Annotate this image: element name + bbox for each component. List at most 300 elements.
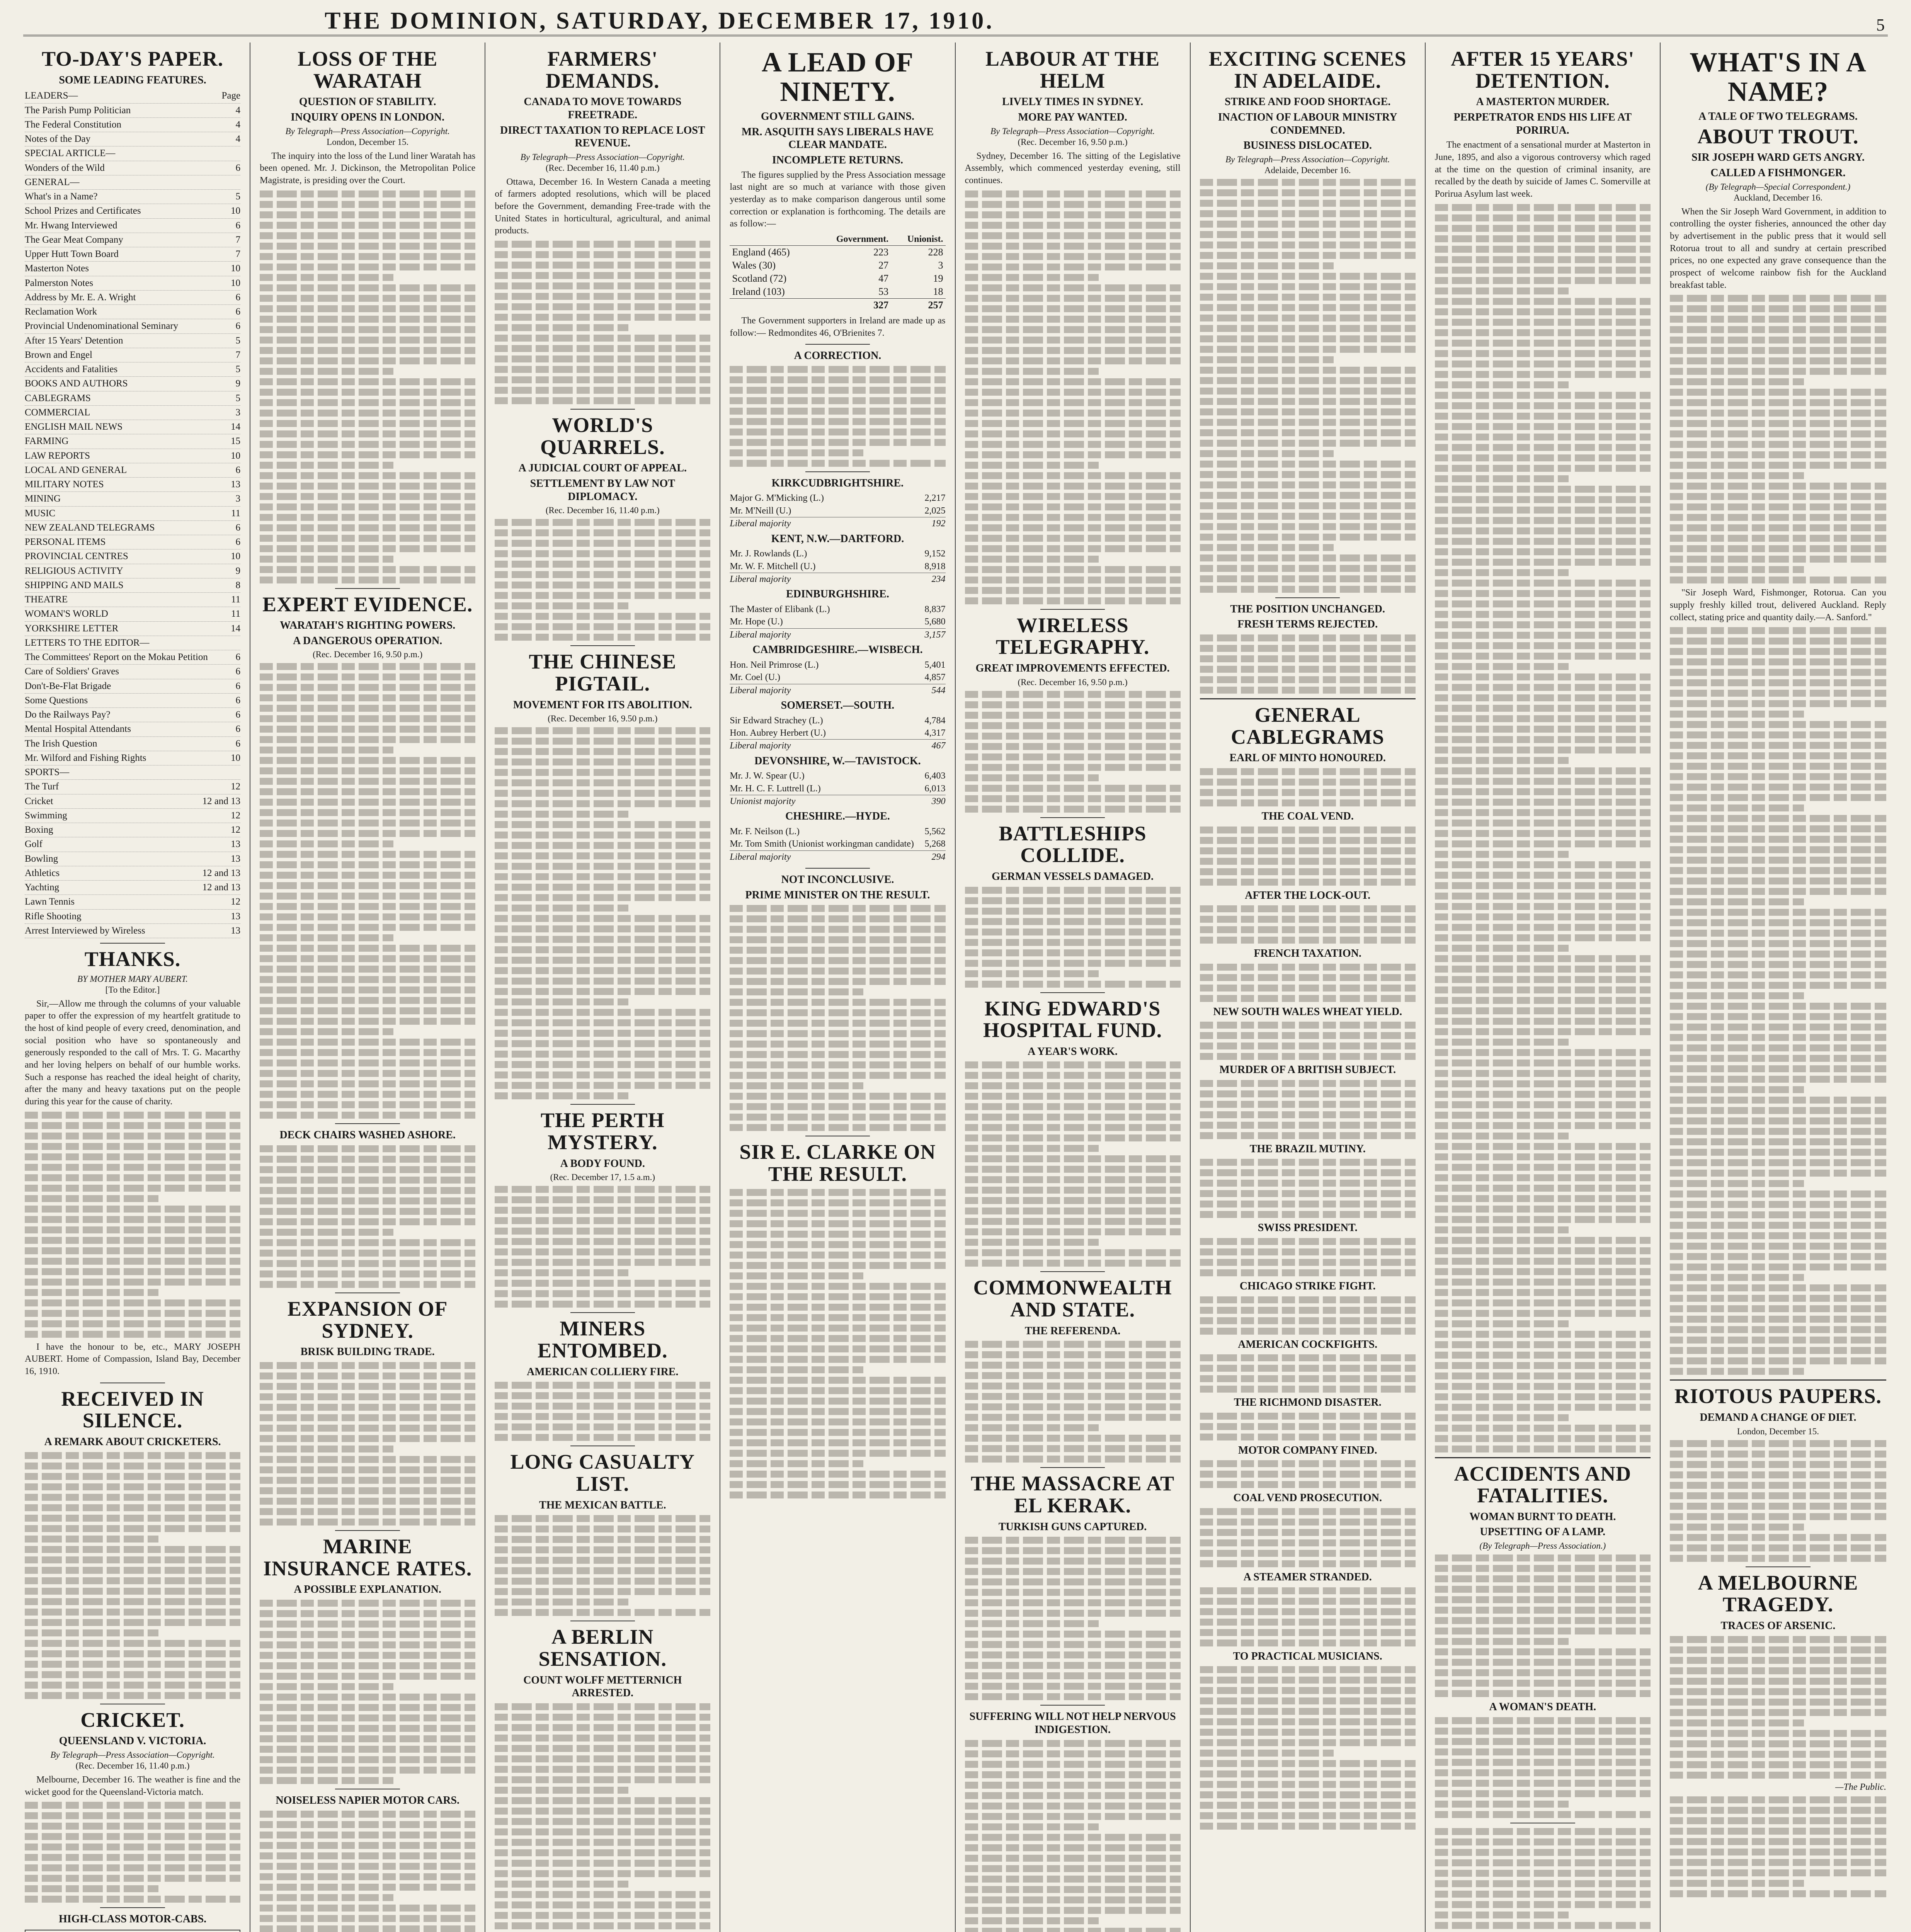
subheadline: BRISK BUILDING TRADE. — [300, 1346, 435, 1358]
illegible-text-line — [965, 1145, 1099, 1152]
illegible-text-line — [1200, 1022, 1416, 1029]
illegible-text-line — [1670, 784, 1886, 791]
index-entry — [25, 809, 240, 823]
headline: LONG CASUALTY LIST. — [510, 1450, 695, 1495]
illegible-text-line — [495, 376, 710, 383]
illegible-text-line — [965, 211, 1181, 218]
illegible-text-line — [965, 1928, 1181, 1932]
majority-row — [730, 517, 945, 530]
majority-row — [730, 739, 945, 752]
index-label: PERSONAL ITEMS — [25, 537, 106, 548]
subheadline: A POSSIBLE EXPLANATION. — [294, 1583, 441, 1596]
headline: WORLD'S QUARRELS. — [540, 413, 665, 459]
illegible-text-line — [730, 1377, 945, 1384]
illegible-text-line — [1435, 1565, 1651, 1572]
index-label: Don't-Be-Flat Brigade — [25, 680, 111, 691]
candidate-votes: 6,403 — [924, 771, 946, 781]
illegible-text-line — [965, 264, 1181, 270]
illegible-text-line — [260, 1166, 475, 1173]
illegible-text-line — [1435, 350, 1651, 357]
illegible-text-line — [1670, 1667, 1886, 1674]
illegible-text-line — [495, 1280, 710, 1287]
candidate-name: Mr. M'Neill (U.) — [730, 505, 791, 516]
illegible-text-line — [1670, 1740, 1886, 1747]
illegible-text-line — [1200, 1413, 1416, 1420]
index-label: LOCAL AND GENERAL — [25, 464, 127, 475]
illegible-text-line — [1435, 319, 1651, 326]
index-label: Do the Railways Pay? — [25, 709, 111, 720]
illegible-text-line — [25, 1504, 240, 1511]
index-entry — [25, 722, 240, 736]
illegible-text-line — [1200, 666, 1416, 673]
illegible-text-line — [260, 1714, 475, 1721]
illegible-text-line — [1670, 1170, 1886, 1177]
illegible-text-line — [1200, 1434, 1416, 1440]
illegible-text-line — [495, 1392, 710, 1399]
illegible-text-line — [260, 326, 475, 333]
illegible-text-line — [495, 1901, 710, 1908]
subheadline: COUNT WOLFF METTERNICH ARRESTED. — [523, 1674, 682, 1699]
index-label: Mental Hospital Attendants — [25, 724, 131, 735]
results-header-cell: Unionist. — [891, 233, 945, 246]
index-label: Notes of the Day — [25, 134, 91, 145]
illegible-text-line — [965, 1620, 1099, 1627]
illegible-text-line — [1435, 1801, 1569, 1808]
illegible-text-line — [260, 1735, 475, 1742]
results-header-row — [730, 233, 945, 246]
index-page: 6 — [235, 724, 241, 735]
illegible-text-line — [260, 274, 393, 281]
illegible-text-line — [1435, 1237, 1651, 1244]
illegible-text-line — [965, 1886, 1181, 1893]
illegible-text-line — [495, 1051, 710, 1058]
illegible-text-line — [1200, 419, 1416, 426]
subheadline: CALLED A FISHMONGER. — [1710, 167, 1846, 179]
illegible-text-line — [730, 1304, 945, 1311]
illegible-text-line — [260, 1393, 475, 1400]
illegible-text-line — [1670, 857, 1886, 864]
illegible-text-line — [1435, 642, 1651, 649]
illegible-text-line — [1200, 502, 1416, 509]
illegible-text-line — [260, 778, 475, 785]
candidate-votes: 4,784 — [924, 715, 946, 726]
illegible-text-line — [260, 1260, 475, 1267]
illegible-text-line — [260, 1600, 475, 1607]
illegible-text-line — [1435, 1195, 1651, 1202]
index-entry — [25, 924, 240, 938]
index-label: School Prizes and Certificates — [25, 206, 141, 216]
illegible-text-line — [730, 1429, 945, 1436]
illegible-text-line — [495, 1082, 710, 1089]
illegible-text-line — [1670, 638, 1886, 645]
headline: THE PERTH MYSTERY. — [540, 1109, 665, 1154]
illegible-text-line — [1200, 1812, 1416, 1819]
illegible-text-line — [965, 1547, 1181, 1554]
illegible-text-line — [730, 1072, 945, 1079]
illegible-text-line — [1435, 256, 1651, 263]
constituency-poll — [730, 659, 945, 697]
illegible-text-line — [730, 429, 945, 435]
illegible-text-line — [260, 1519, 475, 1526]
illegible-text-line — [1200, 388, 1416, 395]
illegible-text-line — [495, 738, 710, 745]
illegible-text-line — [25, 1896, 240, 1903]
illegible-text-line — [25, 1692, 240, 1699]
results-cell: Ireland (103) — [732, 286, 785, 297]
subheadline: UPSETTING OF A LAMP. — [1480, 1526, 1606, 1538]
illegible-text-line — [730, 418, 945, 425]
index-label: The Irish Question — [25, 738, 97, 749]
illegible-text-line — [1670, 1817, 1886, 1824]
illegible-text-line — [1200, 858, 1416, 865]
election-results-table — [730, 233, 945, 312]
illegible-text-line — [495, 1891, 710, 1898]
illegible-text-line — [260, 1112, 475, 1119]
illegible-text-line — [1435, 1607, 1651, 1614]
illegible-text-line — [1200, 1539, 1416, 1546]
illegible-text-line — [495, 634, 710, 641]
index-label: ENGLISH MAIL NEWS — [25, 422, 123, 432]
candidate-row — [730, 838, 945, 850]
illegible-text-line — [1435, 799, 1651, 806]
illegible-text-line — [495, 623, 710, 630]
illegible-text-line — [730, 376, 945, 383]
illegible-text-line — [25, 1546, 240, 1553]
index-page: 3 — [235, 407, 241, 418]
illegible-text-line — [1435, 694, 1651, 701]
illegible-text-line — [1200, 1729, 1416, 1736]
illegible-text-line — [730, 1051, 945, 1058]
index-entry — [25, 578, 240, 593]
illegible-text-line — [965, 908, 1181, 915]
illegible-text-line — [965, 1641, 1181, 1648]
article-paragraph: The figures supplied by the Press Association message last night are so much at variance with those given yesterday as to make comparison dangerous until some correction or explanation is forthcoming. The details are as follow:— — [730, 170, 946, 229]
illegible-text-line — [965, 1072, 1181, 1079]
subheadline: KENT, N.W.—DARTFORD. — [771, 532, 904, 545]
illegible-text-line — [730, 1418, 945, 1425]
candidate-name: Mr. J. W. Spear (U.) — [730, 771, 805, 781]
illegible-text-line — [730, 397, 945, 404]
illegible-text-line — [495, 592, 710, 599]
index-label: Accidents and Fatalities — [25, 364, 118, 375]
index-label: MILITARY NOTES — [25, 479, 104, 490]
illegible-text-line — [260, 1239, 475, 1246]
illegible-text-line — [1435, 1101, 1651, 1108]
column-rule — [335, 1123, 400, 1124]
illegible-text-line — [965, 1610, 1181, 1617]
illegible-text-line — [25, 1216, 240, 1223]
column-3 — [485, 43, 720, 1932]
illegible-text-line — [260, 305, 475, 312]
headline: GENERAL CABLEGRAMS — [1231, 703, 1385, 748]
illegible-text-line — [25, 1310, 240, 1317]
illegible-text-line — [730, 1020, 945, 1027]
illegible-text-line — [260, 684, 475, 691]
illegible-text-line — [1435, 527, 1651, 534]
illegible-text-line — [495, 1724, 710, 1731]
candidate-votes: 5,680 — [924, 617, 946, 627]
illegible-text-line — [965, 1249, 1181, 1256]
illegible-text-line — [1670, 1503, 1886, 1510]
illegible-text-line — [1435, 1849, 1651, 1856]
index-entry — [25, 449, 240, 463]
illegible-text-line — [1670, 1065, 1886, 1072]
illegible-text-line — [730, 999, 945, 1006]
illegible-text-line — [1670, 888, 1886, 895]
candidate-row — [730, 603, 945, 616]
illegible-text-line — [1200, 827, 1416, 833]
illegible-text-line — [1200, 1317, 1416, 1324]
illegible-text-line — [1435, 1586, 1651, 1593]
illegible-text-line — [260, 378, 475, 385]
subheadline: INQUIRY OPENS IN LONDON. — [291, 111, 445, 123]
illegible-text-line — [495, 967, 710, 974]
illegible-text-line — [260, 851, 475, 858]
illegible-text-line — [260, 1746, 475, 1753]
subheadline: DEVONSHIRE, W.—TAVISTOCK. — [754, 755, 921, 767]
subheadline: LIVELY TIMES IN SYDNEY. — [1002, 96, 1144, 108]
illegible-text-line — [1200, 1307, 1416, 1314]
illegible-text-line — [1200, 231, 1416, 238]
illegible-text-line — [1435, 1404, 1651, 1411]
illegible-text-line — [1435, 569, 1569, 576]
illegible-text-line — [965, 1907, 1181, 1914]
illegible-text-line — [260, 1811, 475, 1818]
illegible-text-line — [1435, 454, 1651, 461]
byline: (By Telegraph—Special Correspondent.) — [1705, 182, 1851, 192]
candidate-name: Mr. Tom Smith (Unionist workingman candidate) — [730, 839, 914, 849]
illegible-text-line — [1670, 326, 1886, 333]
illegible-text-line — [1435, 632, 1651, 639]
illegible-text-line — [260, 1425, 475, 1432]
illegible-text-line — [25, 1164, 240, 1171]
illegible-text-line — [25, 1812, 240, 1819]
index-label: Rifle Shooting — [25, 911, 82, 922]
index-entry — [25, 190, 240, 204]
illegible-text-line — [965, 1187, 1181, 1194]
illegible-text-line — [1200, 429, 1416, 436]
illegible-text-line — [965, 1393, 1181, 1400]
candidate-votes: 5,401 — [924, 660, 946, 670]
illegible-text-line — [1435, 298, 1651, 305]
illegible-text-line — [1670, 773, 1886, 780]
illegible-text-line — [495, 1828, 710, 1835]
illegible-text-line — [1200, 1791, 1416, 1798]
illegible-text-line — [965, 1218, 1181, 1225]
illegible-text-line — [1670, 503, 1886, 510]
majority-value: 294 — [931, 852, 946, 862]
illegible-text-line — [1435, 663, 1569, 670]
illegible-text-line — [1435, 1080, 1651, 1087]
illegible-text-line — [260, 1404, 475, 1411]
byline: By Telegraph—Press Association—Copyright. — [50, 1750, 215, 1760]
illegible-text-line — [260, 1725, 475, 1732]
illegible-text-line — [495, 1766, 710, 1773]
illegible-text-line — [495, 1860, 710, 1867]
article-paragraph: The inquiry into the loss of the Lund liner Waratah has been opened. Mr. J. Dickinson, the Metropolitan Police Magistrate, is presiding over the Court. — [260, 151, 476, 185]
illegible-text-line — [1670, 1688, 1886, 1695]
illegible-text-line — [1200, 179, 1416, 186]
illegible-text-line — [965, 1403, 1181, 1410]
results-total-cell: 257 — [891, 298, 945, 312]
illegible-text-line — [1200, 1159, 1416, 1166]
illegible-text-line — [260, 1767, 475, 1774]
illegible-text-line — [1670, 1274, 1804, 1281]
illegible-text-line — [965, 535, 1181, 542]
index-page: 7 — [235, 349, 241, 360]
illegible-text-line — [730, 915, 945, 922]
illegible-text-line — [1435, 1870, 1651, 1877]
illegible-text-line — [1435, 788, 1651, 795]
illegible-text-line — [1435, 1838, 1651, 1845]
illegible-text-line — [25, 1206, 240, 1213]
illegible-text-line — [1670, 1222, 1886, 1229]
majority-row — [730, 573, 945, 585]
candidate-row — [730, 727, 945, 739]
illegible-text-line — [965, 691, 1181, 698]
illegible-text-line — [1670, 1076, 1886, 1083]
illegible-text-line — [1200, 779, 1416, 786]
index-page: 8 — [235, 580, 241, 590]
illegible-text-line — [730, 1220, 945, 1227]
illegible-text-line — [1200, 481, 1416, 488]
illegible-text-line — [260, 389, 475, 396]
illegible-text-line — [730, 1093, 945, 1100]
illegible-text-line — [1200, 294, 1416, 301]
illegible-text-line — [260, 399, 475, 406]
majority-label: Liberal majority — [730, 519, 791, 529]
illegible-text-line — [1670, 1211, 1886, 1218]
illegible-text-line — [495, 387, 710, 394]
majority-row — [730, 850, 945, 863]
index-label: BOOKS AND AUTHORS — [25, 378, 128, 389]
index-label: MUSIC — [25, 508, 56, 519]
illegible-text-line — [495, 957, 710, 964]
subheadline: NOISELESS NAPIER MOTOR CARS. — [276, 1794, 459, 1806]
headline: KING EDWARD'S HOSPITAL FUND. — [983, 997, 1162, 1042]
illegible-text-line — [495, 936, 710, 943]
illegible-text-line — [260, 1905, 475, 1912]
illegible-text-line — [1435, 1331, 1651, 1338]
illegible-text-line — [495, 1196, 710, 1203]
illegible-text-line — [965, 1383, 1181, 1389]
illegible-text-line — [1670, 1869, 1886, 1876]
illegible-text-line — [1435, 715, 1651, 722]
illegible-text-line — [1435, 966, 1651, 973]
column-rule — [100, 943, 165, 944]
index-page: 6 — [235, 537, 241, 548]
index-page: Page — [221, 90, 241, 101]
illegible-text-line — [1670, 1657, 1886, 1664]
illegible-text-line — [260, 1884, 475, 1891]
illegible-text-line — [1435, 1174, 1651, 1181]
illegible-text-line — [1200, 1043, 1416, 1049]
index-page: 6 — [235, 652, 241, 663]
illegible-text-line — [965, 1228, 1181, 1235]
illegible-text-line — [260, 472, 475, 479]
index-label: Cricket — [25, 796, 53, 806]
index-label: FARMING — [25, 436, 69, 447]
index-label: Lawn Tennis — [25, 896, 75, 907]
illegible-text-line — [1670, 825, 1886, 832]
illegible-text-line — [1670, 742, 1886, 749]
subheadline: TURKISH GUNS CAPTURED. — [998, 1520, 1147, 1533]
illegible-text-line — [1670, 1636, 1886, 1643]
illegible-text-line — [1670, 1044, 1886, 1051]
index-label: Palmerston Notes — [25, 277, 94, 288]
illegible-text-line — [260, 861, 475, 868]
illegible-text-line — [965, 420, 1181, 427]
illegible-text-line — [260, 1641, 475, 1648]
illegible-text-line — [260, 788, 475, 795]
illegible-text-line — [965, 774, 1099, 781]
subheadline: A REMARK ABOUT CRICKETERS. — [44, 1436, 221, 1448]
index-entry — [25, 679, 240, 694]
illegible-text-line — [1435, 371, 1651, 378]
candidate-row — [730, 714, 945, 727]
illegible-text-line — [1670, 1461, 1886, 1468]
illegible-text-line — [1670, 1264, 1886, 1270]
illegible-text-line — [260, 1229, 393, 1236]
index-page: 6 — [235, 709, 241, 720]
illegible-text-line — [1670, 794, 1886, 801]
illegible-text-line — [260, 524, 475, 531]
results-row — [730, 245, 945, 259]
illegible-text-line — [1435, 924, 1651, 931]
index-page: 3 — [235, 493, 241, 504]
illegible-text-line — [1670, 1232, 1886, 1239]
illegible-text-line — [25, 1289, 158, 1296]
illegible-text-line — [730, 1335, 945, 1342]
illegible-text-line — [1200, 513, 1416, 520]
subheadline: DEMAND A CHANGE OF DIET. — [1700, 1412, 1857, 1424]
illegible-text-line — [730, 460, 945, 467]
illegible-text-line — [1200, 1248, 1416, 1255]
illegible-text-line — [1670, 1117, 1886, 1124]
illegible-text-line — [260, 1383, 475, 1390]
illegible-text-line — [1435, 809, 1651, 816]
illegible-text-line — [1435, 1780, 1651, 1787]
illegible-text-line — [260, 1007, 475, 1014]
illegible-text-line — [1435, 1185, 1651, 1192]
index-entry — [25, 420, 240, 434]
illegible-text-line — [1200, 799, 1416, 806]
candidate-votes: 4,857 — [924, 672, 946, 683]
illegible-text-line — [1670, 295, 1886, 302]
index-label: Mr. Wilford and Fishing Rights — [25, 752, 146, 763]
illegible-text-line — [1670, 669, 1886, 676]
newspaper-columns — [15, 43, 1896, 1932]
illegible-text-line — [1670, 1201, 1886, 1208]
column-1 — [15, 43, 250, 1932]
illegible-text-line — [965, 1414, 1181, 1421]
illegible-text-line — [965, 1834, 1181, 1841]
column-rule — [1275, 597, 1340, 598]
illegible-text-line — [260, 1662, 475, 1669]
candidate-votes: 5,562 — [924, 827, 946, 837]
illegible-text-line — [1435, 1372, 1651, 1379]
illegible-text-line — [495, 335, 710, 342]
illegible-text-line — [25, 1875, 240, 1882]
article-paragraph: When the Sir Joseph Ward Government, in addition to controlling the oyster fisheries, announced the other day by advertisement in the public press that it would sell Rotorua trout to all and sundry at certain prescribed prices, no one expected any grave consequence than the prospect of welcome rainbow fish for the Auckland breakfast table. — [1669, 206, 1886, 290]
subheadline: SUFFERING WILL NOT HELP NERVOUS INDIGESTION. — [969, 1711, 1176, 1736]
subheadline: CAMBRIDGESHIRE.—WISBECH. — [752, 644, 923, 656]
column-rule — [1040, 992, 1105, 993]
illegible-text-line — [965, 1662, 1181, 1669]
illegible-text-line — [1435, 277, 1651, 284]
subheadline: THE MEXICAN BATTLE. — [539, 1499, 666, 1511]
index-page: 6 — [235, 220, 241, 231]
